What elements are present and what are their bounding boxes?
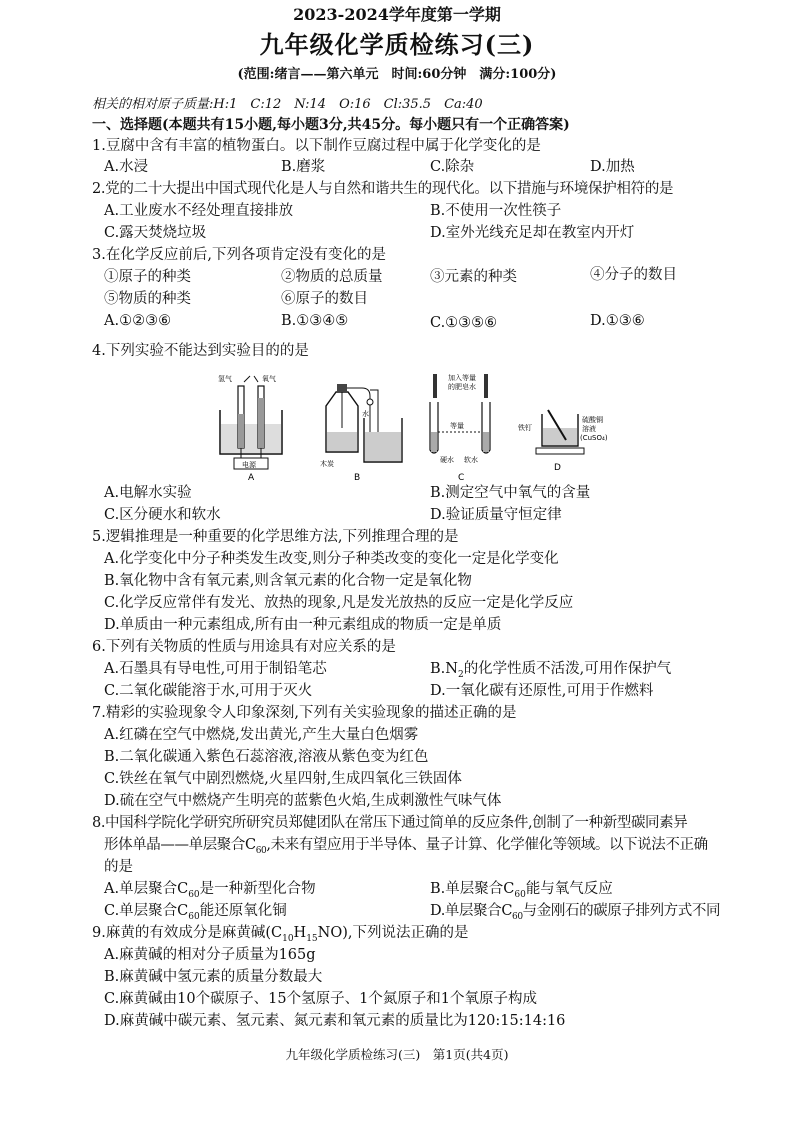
q3-item-3: ③元素的种类 xyxy=(430,269,517,285)
q3-option-b: B.①③④⑤ xyxy=(281,313,349,329)
q9-option-a: A.麻黄碱的相对分子质量为165g xyxy=(104,947,316,963)
fig-b-water-label: 水 xyxy=(362,410,369,418)
q2-option-a: A.工业废水不经处理直接排放 xyxy=(104,203,294,219)
q1-option-b: B.磨浆 xyxy=(281,159,326,175)
q2-option-b: B.不使用一次性筷子 xyxy=(430,203,562,219)
fig-c-soap-label: 加入等量 xyxy=(448,374,476,382)
figure-c-hard-soft-water xyxy=(424,372,520,480)
figure-a-electrolysis xyxy=(208,372,294,480)
section-heading: 一、选择题(本题共有15小题,每小题3分,共45分。每小题只有一个正确答案) xyxy=(92,117,570,133)
fig-d-letter: D xyxy=(554,463,561,473)
q9-option-d: D.麻黄碱中碳元素、氢元素、氮元素和氧元素的质量比为120:15:14:16 xyxy=(104,1013,566,1029)
q7-option-d: D.硫在空气中燃烧产生明亮的蓝紫色火焰,生成刺激性气味气体 xyxy=(104,793,502,809)
q4-option-d: D.验证质量守恒定律 xyxy=(430,507,562,523)
fig-c-equal-label: 等量 xyxy=(450,422,464,430)
q5-option-d: D.单质由一种元素组成,所有由一种元素组成的物质一定是单质 xyxy=(104,617,502,633)
q1-option-d: D.加热 xyxy=(590,159,635,175)
q8-option-c: C.单层聚合$C_{60}$能还原氧化铜 xyxy=(104,903,287,922)
figure-b-oxygen-content xyxy=(318,372,408,480)
question-4-stem: 4.下列实验不能达到实验目的的是 xyxy=(92,343,309,359)
q3-option-d: D.①③⑥ xyxy=(590,313,645,329)
q3-item-2: ②物质的总质量 xyxy=(281,269,383,285)
q3-option-a: A.①②③⑥ xyxy=(104,313,172,329)
q8-option-b: B.单层聚合$C_{60}$能与氧气反应 xyxy=(430,881,613,900)
q5-option-c: C.化学反应常伴有发光、放热的现象,凡是发光放热的反应一定是化学反应 xyxy=(104,595,574,611)
q3-item-6: ⑥原子的数目 xyxy=(281,291,368,307)
q9-option-b: B.麻黄碱中氢元素的质量分数最大 xyxy=(104,969,323,985)
page-footer: 九年级化学质检练习(三) 第1页(共4页) xyxy=(285,1047,509,1062)
q5-option-a: A.化学变化中分子种类发生改变,则分子种类改变的变化一定是化学变化 xyxy=(104,551,559,567)
q6-option-a: A.石墨具有导电性,可用于制铅笔芯 xyxy=(104,661,327,677)
fig-d-iron-label: 铁钉 xyxy=(518,424,532,432)
q9-option-c: C.麻黄碱由10个碳原子、15个氢原子、1个氮原子和1个氧原子构成 xyxy=(104,991,538,1007)
fig-a-o2-label: 氧气 xyxy=(262,375,276,383)
question-1-stem: 1.豆腐中含有丰富的植物蛋白。以下制作豆腐过程中属于化学变化的是 xyxy=(92,138,541,154)
fig-a-h2-label: 氢气 xyxy=(218,375,232,383)
q1-option-c: C.除杂 xyxy=(430,159,475,175)
q4-option-c: C.区分硬水和软水 xyxy=(104,507,221,523)
question-8-stem-line-3: 的是 xyxy=(104,859,133,875)
q7-option-a: A.红磷在空气中燃烧,发出黄光,产生大量白色烟雾 xyxy=(104,727,419,743)
q2-option-c: C.露天焚烧垃圾 xyxy=(104,225,207,241)
figure-d-mass-conservation xyxy=(518,372,618,480)
fig-a-letter: A xyxy=(248,473,255,480)
exam-scope: (范围:绪言——第六单元 时间:60分钟 满分:100分) xyxy=(237,67,557,82)
q3-option-c: C.①③⑤⑥ xyxy=(430,315,498,331)
q7-option-c: C.铁丝在氧气中剧烈燃烧,火星四射,生成四氧化三铁固体 xyxy=(104,771,462,787)
q3-item-4: ④分子的数目 xyxy=(590,267,677,283)
q3-item-5: ⑤物质的种类 xyxy=(104,291,191,307)
question-3-stem: 3.在化学反应前后,下列各项肯定没有变化的是 xyxy=(92,247,386,263)
q1-option-a: A.水浸 xyxy=(104,159,149,175)
exam-title: 九年级化学质检练习(三) xyxy=(259,30,535,59)
fig-b-carbon-label: 木炭 xyxy=(320,460,334,468)
q5-option-b: B.氧化物中含有氧元素,则含氧元素的化合物一定是氧化物 xyxy=(104,573,472,589)
q8-option-a: A.单层聚合$C_{60}$是一种新型化合物 xyxy=(104,881,316,900)
fig-d-cuso4-label-2: 溶液 xyxy=(582,425,596,433)
q3-item-1: ①原子的种类 xyxy=(104,269,191,285)
fig-c-letter: C xyxy=(458,473,465,480)
question-8-stem-line-2: 形体单晶——单层聚合$C_{60}$,未来有望应用于半导体、量子计算、化学催化等领域。以下说法不正确 xyxy=(104,837,708,856)
question-5-stem: 5.逻辑推理是一种重要的化学思维方法,下列推理合理的是 xyxy=(92,529,459,545)
fig-c-soft-label: 软水 xyxy=(464,456,478,464)
atomic-masses: 相关的相对原子质量:H:1 C:12 N:14 O:16 Cl:35.5 Ca:40 xyxy=(92,97,483,112)
fig-a-power-label: 电源 xyxy=(242,461,256,469)
q6-option-b: $B.N_2$的化学性质不活泼,可用作保护气 xyxy=(430,661,672,680)
q8-option-d: D.单层聚合$C_{60}$与金刚石的碳原子排列方式不同 xyxy=(430,903,721,922)
exam-year: 2023-2024学年度第一学期 xyxy=(293,5,501,24)
question-7-stem: 7.精彩的实验现象令人印象深刻,下列有关实验现象的描述正确的是 xyxy=(92,705,517,721)
q6-option-d: D.一氧化碳有还原性,可用于作燃料 xyxy=(430,683,654,699)
fig-b-letter: B xyxy=(354,473,361,480)
fig-c-soap-label-2: 的肥皂水 xyxy=(448,383,476,391)
q2-option-d: D.室外光线充足却在教室内开灯 xyxy=(430,225,635,241)
question-9-stem: 9.麻黄的有效成分是麻黄碱$(C_{10}H_{15}NO)$,下列说法正确的是 xyxy=(92,925,469,944)
q7-option-b: B.二氧化碳通入紫色石蕊溶液,溶液从紫色变为红色 xyxy=(104,749,429,765)
question-6-stem: 6.下列有关物质的性质与用途具有对应关系的是 xyxy=(92,639,396,655)
question-2-stem: 2.党的二十大提出中国式现代化是人与自然和谐共生的现代化。以下措施与环境保护相符的是 xyxy=(92,181,674,197)
fig-d-formula-label: (CuSO₄) xyxy=(580,434,608,442)
fig-d-cuso4-label: 硫酸铜 xyxy=(582,416,603,424)
q6-option-c: C.二氧化碳能溶于水,可用于灭火 xyxy=(104,683,313,699)
question-8-stem-line-1: 8.中国科学院化学研究所研究员郑健团队在常压下通过简单的反应条件,创制了一种新型碳同素异 xyxy=(92,815,688,831)
q4-option-b: B.测定空气中氧气的含量 xyxy=(430,485,591,501)
q4-option-a: A.电解水实验 xyxy=(104,485,192,501)
fig-c-hard-label: 硬水 xyxy=(440,456,454,464)
